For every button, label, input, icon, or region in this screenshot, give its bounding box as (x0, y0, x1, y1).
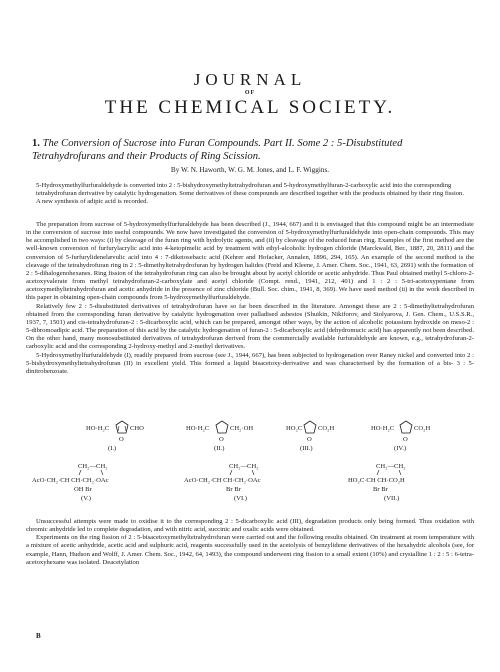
article-title: The Conversion of Sucrose into Furan Compounds. Part II. Some 2 : 5-Disubstituted Tetrahydrofurans and their Products of Ring Scission. (32, 138, 403, 162)
formula-vi-label: (VI.) (234, 495, 247, 502)
formula-vii-middle: HO₂C·CH CH·CO₂H (348, 477, 405, 484)
formula-ii-oxygen: O (219, 436, 224, 443)
article-number: 1. (32, 138, 40, 149)
formula-iv-label: (IV.) (394, 445, 407, 452)
chemical-formulas (26, 420, 474, 512)
paragraph: Relatively few 2 : 5-disubstituted derivatives of tetrahydrofuran have so far been described in the literature. Amongst these are 2 : 5-dimethyltetrahydrofuran obtained from the corresponding furan derivative by catalytic hydrogenation over palladised asbestos (Shuikin, Nikiforov, and Stolyarova, J. Gen. Chem., U.S.S.R., 1937, 7, 1501) and cis-tetrahydrofuran-2 : 5-dicarboxylic acid, which can be prepared, amongst other ways, by the action of alcoholic potassium hydroxide on meso-2 : 5-dibromoadipic acid. The preparation of this acid by the catalytic hydrogenation of furan-2 : 5-dicarboxylic acid (dehydromucic acid) has apparently not been described. On the other hand, many monosubstituted derivatives of tetrahydrofuran derived from the commercially available furfuraldehyde are known, e.g., tetrahydrofuran-2-carboxylic acid and the corresponding 2-hydroxy-methyl and 2-methyl derivatives. (26, 302, 474, 351)
thf-ring-iv (400, 421, 412, 433)
article-authors: By W. N. Haworth, W. G. M. Jones, and L. F. Wiggins. (170, 166, 330, 174)
formula-v-middle: AcO·CH₂·CH CH·CH₂·OAc (32, 477, 109, 484)
formula-i-left: HO·H₂C (86, 425, 110, 432)
formula-iii-left: HO₂C (286, 425, 303, 432)
formula-v-label: (V.) (81, 495, 91, 502)
thf-ring-ii (216, 421, 228, 433)
formula-vii-bottom: Br Br (373, 486, 388, 493)
formula-vii-top: CH₂—CH₂ (376, 463, 406, 470)
formula-i-oxygen: O (119, 436, 124, 443)
article-title-block (32, 138, 472, 163)
paragraph: The preparation from sucrose of 5-hydroxymethylfurfuraldehyde has been described (J., 1944, 667) and it is envisaged that this compound might be an intermediate in the conversion of sucrose into useful compounds. We now have investigated the conversion of 5-hydroxymethylfurfuraldehyde into open-chain compounds. This may be accomplished in two ways: (i) by cleavage of the furan ring with hydrolytic agents, and (ii) by cleavage of the reduced furan ring. Examples of the first method are the well-known conversion of furfurylacrylic acid into 4-ketopimelic acid by treatment with ethyl-alcoholic hydrogen chloride (Marckwald, Ber., 1887, 20, 2811) and the conversion of 5-furfurylidenelævulic acid into 4 : 7-diketosebacic acid (Kehrer and Hofacker, Annalen, 1896, 294, 165). An example of the second method is the cleavage of the tetrahydrofuran ring in 2 : 5-dimethyltetrahydrofuran by hydrogen halides (Freid and Kleene, J. Amer. Chem. Soc., 1941, 63, 2691) with the formation of 2 : 5-dihalogenohexanes. Ring fission of the tetrahydrofuran ring can also be brought about by acetyl chloride or acetic anhydride. Thus Paul obtained methyl 5-chloro-2-acetoxyvalerate from methyl tetrahydrofuran-2-carboxylate and acetyl chloride (Compt. rend., 1941, 212, 401) and 1 : 2 : 5-tri-acetoxypentane from acetoxymethyltetrahydrofuran and acetic anhydride in the presence of zinc chloride (Bull. Soc. chim., 1941, 8, 369). We have used method (ii) in the work described in this paper in obtaining open-chain compounds from 5-hydroxymethylfurfuraldehyde. (26, 221, 474, 302)
formula-ii (186, 421, 253, 452)
formula-vi (184, 463, 261, 502)
formula-iv (371, 421, 430, 452)
formula-ii-left: HO·H₂C (186, 425, 210, 432)
furan-ring-i (116, 421, 128, 433)
journal-heading: JOURNAL (193, 70, 307, 89)
formula-vii (348, 463, 406, 502)
formula-vi-middle: AcO·CH₂·CH CH·CH₂·OAc (184, 477, 261, 484)
formula-vii-label: (VII.) (384, 495, 400, 502)
formula-ii-label: (II.) (214, 445, 225, 452)
formula-v (32, 463, 109, 502)
formula-vi-bottom: Br Br (226, 486, 241, 493)
journal-of: OF (244, 90, 256, 96)
formula-iii-label: (III.) (300, 445, 313, 452)
journal-society-title: THE CHEMICAL SOCIETY. (104, 97, 396, 118)
formula-ii-right: CH₂·OH (230, 425, 254, 432)
formula-iii (286, 421, 334, 452)
signature-mark: B (36, 632, 41, 640)
formula-iv-right: CO₂H (414, 425, 431, 432)
paragraph: Unsuccessful attempts were made to oxidise it to the corresponding 2 : 5-dicarboxylic acid (III), degradation products only being formed. Thus oxidation with chromic anhydride led to complete degradation, and with nitric acid, succinic and oxalic acids were obtained. (26, 518, 474, 534)
article-body-continued (26, 518, 474, 567)
formula-diagram (26, 420, 474, 512)
formula-iv-left: HO·H₂C (371, 425, 395, 432)
formula-vi-top: CH₂—CH₂ (229, 463, 259, 470)
formula-iii-oxygen: O (307, 436, 312, 443)
thf-ring-iii (304, 421, 316, 433)
article-body (26, 221, 474, 376)
formula-i (86, 421, 144, 452)
formula-i-right: CHO (130, 425, 144, 432)
paragraph: Experiments on the ring fission of 2 : 5-bisacetoxymethyltetrahydrofuran were carried out and the following results obtained. On treatment at room temperature with a mixture of acetic anhydride, acetic acid and sulphuric acid, reagents successfully used in the acetolysis of benzylidene derivatives of the hexahydric alcohols (see, for example, Hann, Hudson and Wolff, J. Amer. Chem. Soc., 1942, 64, 1493), the compound underwent ring fission to a small extent (10%) and crystalline 1 : 2 : 5 : 6-tetra-acetoxyhexane was isolated. Deacetylation (26, 534, 474, 566)
formula-iii-right: CO₂H (318, 425, 335, 432)
formula-v-top: CH₂—CH₂ (78, 463, 108, 470)
formula-v-bottom: OH Br (74, 486, 92, 493)
paragraph: 5-Hydroxymethylfurfuraldehyde (I), readily prepared from sucrose (see J., 1944, 667), has been subjected to hydrogenation over Raney nickel and converted into 2 : 5-bishydroxymethyltetrahydrofuran (II) in excellent yield. This formed a liquid bisacetoxy-derivative and was characterised by the formation of a bis- 3 : 5-dinitrobenzoate. (26, 351, 474, 375)
article-abstract: 5-Hydroxymethylfurfuraldehyde is converted into 2 : 5-bishydroxymethyltetrahydrofuran and 5-hydroxymethylfuran-2-carboxylic acid into the corresponding tetrahydrofuran derivative by catalytic hydrogenation. Some derivatives of these compounds are described together with the products obtained by their ring fission. A new synthesis of adipic acid is recorded. (36, 182, 464, 205)
formula-iv-oxygen: O (403, 436, 408, 443)
formula-i-label: (I.) (108, 445, 117, 452)
